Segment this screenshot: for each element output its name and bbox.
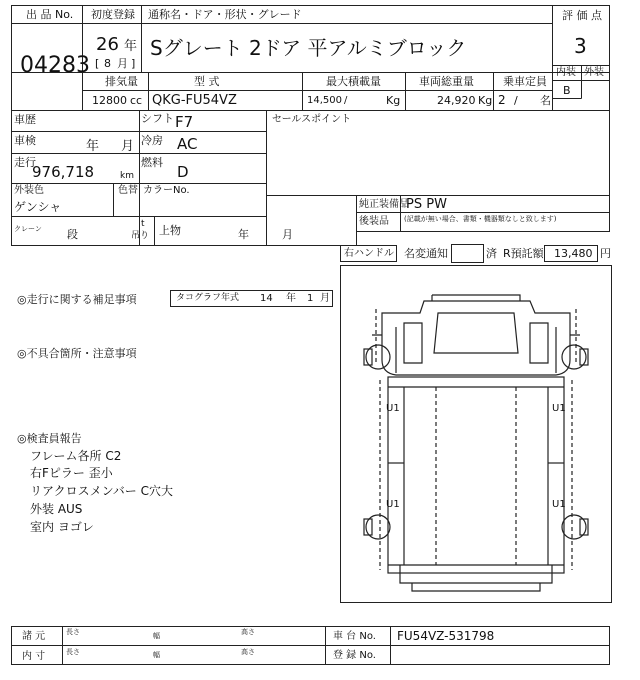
lot-number: 04283 — [20, 53, 90, 78]
interior-length-label: 長さ — [66, 648, 80, 656]
month-unit: 月 — [117, 57, 128, 70]
color-code-label: カラーNo. — [143, 185, 190, 196]
displacement-label: 排気量 — [105, 75, 138, 88]
mileage-unit: km — [120, 171, 134, 181]
inspection-month-unit: 月 — [121, 139, 135, 154]
score-label: 評 価 点 — [562, 9, 602, 22]
exterior-label: 外装 — [584, 67, 604, 78]
gross-weight-unit: Kg — [478, 94, 493, 107]
fuel-label: 燃料 — [141, 156, 163, 169]
inspector-line: 外装 AUS — [30, 502, 83, 516]
history-label: 車歴 — [14, 113, 36, 126]
month-bracket-close: ] — [131, 57, 136, 70]
first-reg-month: 8 — [104, 57, 111, 70]
crane-label: クレーン — [14, 225, 42, 233]
displacement-value: 12800 — [92, 94, 127, 107]
inspector-line: 右Fピラー 歪小 — [30, 466, 113, 480]
capacity-sep: / — [514, 94, 518, 107]
color-value: ゲンシャ — [14, 200, 62, 214]
displacement-unit: cc — [130, 94, 143, 107]
ac-value: AC — [177, 135, 198, 153]
interior-dims-label: 内 寸 — [22, 651, 46, 662]
first-reg-label: 初度登録 — [91, 8, 135, 21]
driving-notes-label: ◎走行に関する補足事項 — [17, 293, 137, 306]
damage-mark: U1 — [386, 499, 400, 510]
tachograph-label: タコグラフ年式 — [176, 293, 240, 303]
inspection-year-unit: 年 — [86, 139, 100, 154]
score-value: 3 — [574, 34, 587, 58]
hoist-label: 上物 — [159, 224, 181, 237]
capacity-label: 乗車定員 — [503, 75, 547, 88]
crane-stage: 段 — [67, 228, 78, 241]
mileage-label: 走行 — [14, 156, 36, 169]
grade-header: 通称名・ドア・形状・グレード — [148, 8, 302, 21]
tachograph-year-unit: 年 — [286, 293, 296, 304]
interior-width-label: 幅 — [153, 651, 160, 659]
max-load-unit: Kg — [386, 94, 401, 107]
max-load-sep: / — [344, 95, 348, 106]
interior-grade: B — [563, 84, 571, 97]
hoist-year-unit: 年 — [238, 228, 249, 241]
tachograph-year: 14 — [260, 293, 273, 304]
inspector-label: ◎検査員報告 — [17, 432, 82, 445]
hoist-month-unit: 月 — [282, 228, 293, 241]
inspector-line: リアクロスメンバー C穴大 — [30, 484, 173, 498]
damage-mark: U1 — [386, 403, 400, 414]
fuel-value: D — [177, 163, 189, 181]
recycle-unit: 円 — [600, 247, 611, 260]
recycle-fee-value: 13,480 — [554, 247, 593, 260]
chassis-value: FU54VZ-531798 — [397, 629, 495, 643]
era-year: 26 — [96, 34, 119, 55]
damage-mark: U1 — [552, 403, 566, 414]
inspector-line: 室内 ヨゴレ — [30, 520, 94, 534]
model-code: QKG-FU54VZ — [152, 93, 237, 108]
dims-label: 諸 元 — [22, 631, 46, 642]
recycle-done-label: 済 — [486, 247, 497, 260]
gross-weight-value: 24,920 — [437, 94, 476, 107]
color-change-label: 色替 — [118, 185, 138, 196]
equipment-label: 純正装備品 — [359, 199, 409, 210]
equipment-value: PS PW — [406, 197, 447, 212]
inspector-line: フレーム各所 C2 — [30, 449, 122, 463]
capacity-unit: 名 — [540, 94, 551, 107]
tachograph-month: 1 — [307, 293, 314, 304]
length-label: 長さ — [66, 628, 80, 636]
chassis-label: 車 台 No. — [333, 631, 376, 642]
year-unit: 年 — [124, 39, 138, 54]
color-label: 外装色 — [14, 185, 44, 196]
damage-mark: U1 — [552, 499, 566, 510]
model-label: 型 式 — [194, 75, 220, 88]
height-label: 高さ — [241, 628, 255, 636]
truck-diagram — [340, 265, 612, 603]
registration-label: 登 録 No. — [333, 650, 376, 661]
interior-label: 内装 — [556, 67, 576, 78]
lot-label: 出 品 No. — [26, 8, 74, 21]
max-load-value: 14,500 — [307, 95, 342, 106]
mileage-value: 976,718 — [32, 163, 95, 181]
max-load-label: 最大積載量 — [326, 75, 381, 88]
month-bracket-open: [ — [95, 57, 100, 70]
tachograph-month-unit: 月 — [320, 293, 330, 304]
interior-height-label: 高さ — [241, 648, 255, 656]
gross-weight-label: 車両総重量 — [419, 75, 474, 88]
shift-value: F7 — [175, 113, 194, 131]
recycle-fee-label: R預託額 — [503, 247, 544, 260]
capacity-value: 2 — [498, 93, 506, 107]
crane-t: t — [141, 219, 145, 229]
width-label: 幅 — [153, 632, 160, 640]
ac-label: 冷房 — [141, 134, 163, 147]
inspection-label: 車検 — [14, 134, 36, 147]
defects-label: ◎不具合箇所・注意事項 — [17, 347, 137, 360]
name-change-label: 名変通知 — [404, 247, 448, 260]
sales-point-label: セールスポイント — [272, 114, 352, 125]
aftermarket-label: 後装品 — [359, 216, 389, 227]
grade-text: Sグレート 2ドア 平アルミブロック — [150, 36, 467, 60]
steering-badge: 右ハンドル — [344, 248, 394, 259]
shift-label: シフト — [141, 112, 174, 125]
crane-lift: 吊り — [131, 231, 150, 241]
aftermarket-note: (記載が無い場合、書類・機器類なしと致します) — [404, 215, 557, 223]
